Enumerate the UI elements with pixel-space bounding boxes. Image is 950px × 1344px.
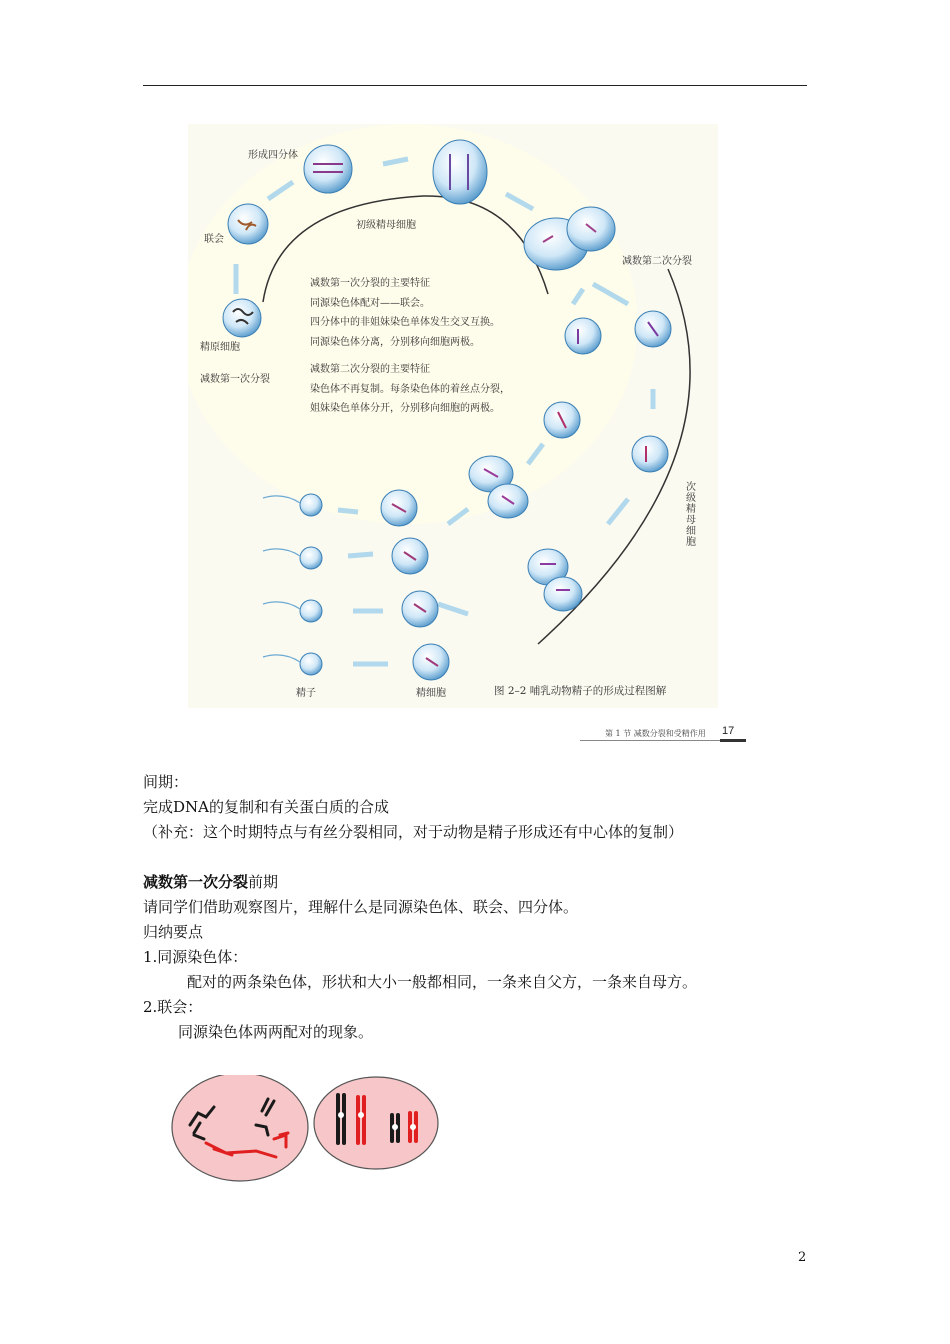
sperm-head-1 [300,494,322,516]
spermatogonium-cell [223,299,261,337]
label-tetrad: 形成四分体 [248,150,298,161]
label-synapsis: 联会 [204,234,224,245]
label-secondary-spermatocyte: 次级精母细胞 [686,482,696,548]
point-2-desc: 同源染色体两两配对的现象。 [178,1023,374,1041]
chromosome-cells-figure [170,1075,445,1185]
interphase-heading: 间期： [143,773,189,791]
footer-thick-rule [720,739,746,742]
label-meiosis-2: 减数第二次分裂 [622,256,692,267]
page-number: 2 [798,1250,807,1265]
features-note [310,274,510,419]
prophase-heading [143,870,783,895]
prophase-heading-bold: 减数第一次分裂 [143,873,249,891]
note-m1-title: 减数第一次分裂的主要特征 [310,278,430,289]
interphase-supplement: （补充：这个时期特点与有丝分裂相同，对于动物是精子形成还有中心体的复制） [143,823,684,841]
sperm-head-2 [300,547,322,569]
anaphase2-cell-b2 [544,577,582,611]
point-2-title: 2.联会： [143,998,203,1016]
cell-synapsis [314,1077,438,1169]
note-m2-title: 减数第二次分裂的主要特征 [310,364,430,375]
observe-prompt: 请同学们借助观察图片，理解什么是同源染色体、联会、四分体。 [143,898,579,916]
note-m1-line3: 同源染色体分离，分别移向细胞两极。 [310,336,480,348]
book-page-number: 17 [722,725,735,737]
spermatogenesis-figure [188,124,718,708]
label-primary-spermatocyte: 初级精母细胞 [356,220,416,231]
secondary-cell-d [632,436,668,472]
label-meiosis-1: 减数第一次分裂 [200,374,270,385]
label-spermatid: 精细胞 [416,688,446,699]
cell-unpaired [172,1075,308,1181]
sperm-head-4 [300,653,322,675]
book-footer-text: 第 1 节 减数分裂和受精作用 [605,729,706,738]
header-rule [143,85,807,86]
tetrad-cell [304,145,352,193]
book-footer [580,725,750,748]
figure-caption: 图 2–2 哺乳动物精子的形成过程图解 [494,685,667,697]
sperm-head-3 [300,600,322,622]
summary-heading: 归纳要点 [143,923,204,941]
secondary-cell-a [565,318,601,354]
metaphase1-cell [433,140,487,204]
label-sperm: 精子 [296,688,316,699]
note-m1-line1: 同源染色体配对——联会。 [310,297,430,309]
note-m2-line1: 染色体不再复制。每条染色体的着丝点分裂， [310,383,510,395]
point-1-title: 1.同源染色体： [143,948,248,966]
body-text [143,770,783,1045]
note-m1-line2: 四分体中的非姐妹染色单体发生交叉互换。 [310,317,500,328]
note-m2-line2: 姐妹染色单体分开，分别移向细胞的两极。 [310,403,500,414]
label-spermatogonium: 精原细胞 [200,342,240,353]
interphase-desc: 完成DNA的复制和有关蛋白质的合成 [143,798,389,816]
prophase-heading-rest: 前期 [248,873,279,891]
point-1-desc: 配对的两条染色体，形状和大小一般都相同，一条来自父方，一条来自母方。 [187,973,698,991]
